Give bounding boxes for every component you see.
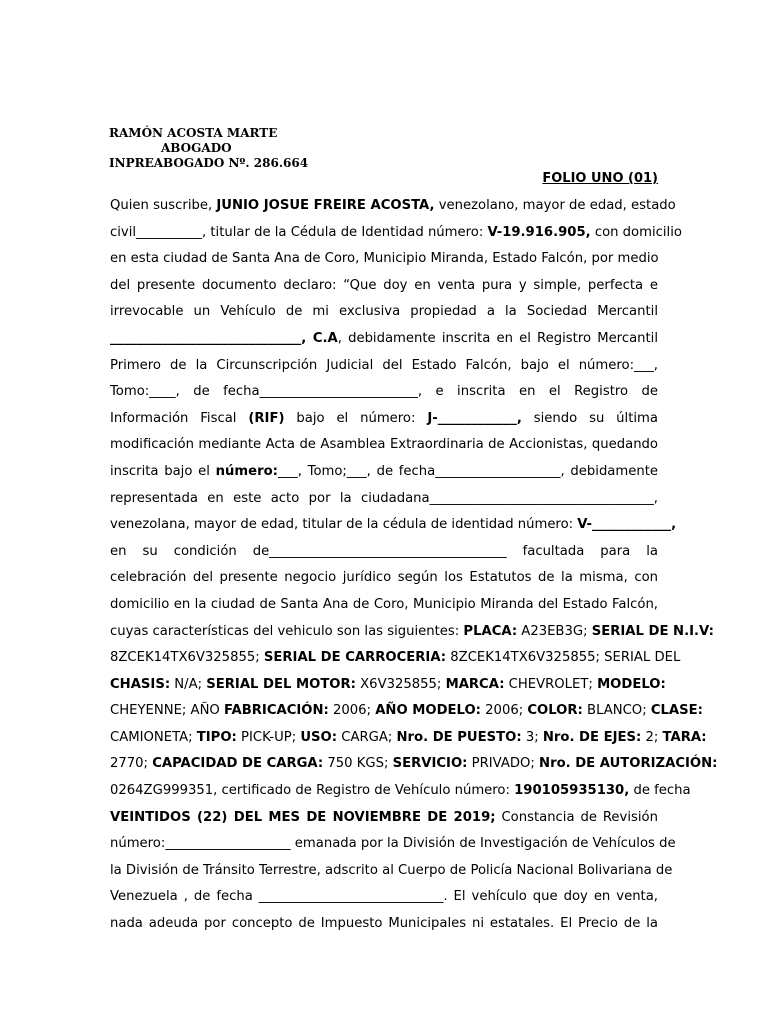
text-segment: modificación mediante Acta de Asamblea Extraordinaria de Accionistas, quedando [110, 437, 658, 453]
folio-number: FOLIO UNO (01) [542, 171, 658, 186]
text-segment: 8ZCEK14TX6V325855; [110, 650, 264, 666]
text-segment: la División de Tránsito Terrestre, adscrito al Cuerpo de Policía Nacional Bolivariana de [110, 862, 673, 878]
text-segment: CHEVROLET; [504, 676, 598, 692]
text-segment: de fecha [629, 783, 691, 799]
text-segment: inscrita bajo el [110, 463, 216, 479]
text-segment: representada en este acto por la ciudadana__________________________________, [110, 490, 658, 506]
body-line [110, 751, 718, 778]
lawyer-name: RAMÓN ACOSTA MARTE [109, 126, 278, 140]
text-segment: , debidamente inscrita en el Registro Mercantil [337, 330, 659, 346]
text-segment: PRIVADO; [467, 756, 540, 772]
text-segment: X6V325855; [355, 676, 446, 692]
bold-text-segment: C.A [312, 330, 338, 346]
letterhead [109, 126, 308, 171]
text-segment: 8ZCEK14TX6V325855; SERIAL DEL [446, 650, 681, 666]
body-line [110, 539, 658, 566]
text-segment: siendo su última [521, 410, 658, 426]
text-segment: CARGA; [337, 729, 397, 745]
body-line [110, 459, 658, 486]
text-segment: en esta ciudad de Santa Ana de Coro, Municipio Miranda, Estado Falcón, por medio [110, 251, 659, 267]
text-segment: Primero de la Circunscripción Judicial del Estado Falcón, bajo el número:___, [110, 357, 658, 373]
body-line [110, 672, 666, 699]
bold-text-segment: MODELO: [597, 676, 666, 692]
body-line [110, 246, 658, 273]
bold-text-segment: SERVICIO: [392, 756, 468, 772]
text-segment: bajo el número: [284, 410, 428, 426]
body-line [110, 884, 658, 911]
text-segment: CAMIONETA; [110, 729, 197, 745]
text-segment: del presente documento declaro: “Que doy en venta pura y simple, perfecta e [110, 277, 658, 293]
body-line [110, 565, 658, 592]
bold-text-segment: USO: [300, 729, 338, 745]
text-segment: 2; [641, 729, 663, 745]
text-segment: PICK-UP; [236, 729, 301, 745]
bold-text-segment: SERIAL DEL MOTOR: [206, 676, 356, 692]
body-line [110, 273, 658, 300]
body-line [110, 326, 658, 353]
body-line [110, 831, 676, 858]
text-segment: Venezuela , de fecha ____________________________. El vehículo que doy en venta, [110, 889, 658, 905]
text-segment: número:___________________ emanada por la División de Investigación de Vehículos de [110, 836, 676, 852]
bold-text-segment: TARA: [662, 729, 707, 745]
text-segment: Quien suscribe, [110, 198, 217, 213]
body-line [110, 858, 673, 885]
bold-text-segment: SERIAL DE N.I.V: [591, 623, 714, 639]
bold-text-segment: JUNIO JOSUE FREIRE ACOSTA, [216, 198, 435, 213]
body-line [110, 353, 658, 380]
text-segment: cuyas características del vehiculo son las siguientes: [110, 623, 464, 639]
body-line [110, 432, 658, 459]
body-line [110, 619, 714, 646]
body-line [110, 512, 677, 539]
text-segment: en su condición de____________________________________ facultada para la [110, 543, 658, 559]
body-line [110, 911, 658, 938]
bold-text-segment: J-____________, [427, 410, 522, 426]
body-line [110, 645, 681, 672]
text-segment: Tomo:____, de fecha________________________, e inscrita en el Registro de [110, 384, 658, 400]
text-segment: nada adeuda por concepto de Impuesto Municipales ni estatales. El Precio de la [110, 916, 658, 932]
bold-text-segment: 190105935130, [514, 783, 630, 799]
bold-text-segment: VEINTIDOS (22) DEL MES DE NOVIEMBRE DE 2019; [110, 809, 496, 825]
body-line [110, 778, 691, 805]
text-segment: venezolana, mayor de edad, titular de la cédula de identidad número: [110, 517, 578, 533]
body-line [110, 592, 658, 619]
text-segment: domicilio en la ciudad de Santa Ana de Coro, Municipio Miranda del Estado Falcón, [110, 596, 658, 612]
text-segment: 2006; [328, 703, 376, 719]
bold-text-segment: (RIF) [248, 410, 285, 426]
bold-text-segment: V-____________, [577, 517, 677, 533]
bold-text-segment: número: [215, 463, 278, 479]
body-line [110, 299, 658, 326]
body-line [110, 406, 658, 433]
bold-text-segment: _____________________________, [110, 330, 313, 346]
text-segment: irrevocable un Vehículo de mi exclusiva propiedad a la Sociedad Mercantil [110, 304, 658, 320]
body-line [110, 805, 658, 832]
lawyer-title: ABOGADO [161, 141, 232, 155]
body-line [110, 220, 682, 247]
bold-text-segment: Nro. DE PUESTO: [396, 729, 522, 745]
text-segment: Constancia de Revisión [495, 809, 658, 825]
text-segment: 2770; [110, 756, 153, 772]
body-line [110, 486, 658, 513]
document-body [110, 193, 718, 938]
text-segment: N/A; [170, 676, 207, 692]
body-line [110, 193, 676, 220]
bold-text-segment: TIPO: [196, 729, 237, 745]
text-segment: 0264ZG999351, certificado de Registro de Vehículo número: [110, 783, 515, 799]
text-segment: BLANCO; [582, 703, 651, 719]
bold-text-segment: PLACA: [463, 623, 518, 639]
text-segment: 2006; [480, 703, 528, 719]
bold-text-segment: Nro. DE EJES: [542, 729, 642, 745]
text-segment: 750 KGS; [323, 756, 393, 772]
lawyer-registration: INPREABOGADO Nº. 286.664 [109, 156, 309, 170]
text-segment: CHEYENNE; AÑO [110, 703, 224, 719]
bold-text-segment: CAPACIDAD DE CARGA: [152, 756, 324, 772]
bold-text-segment: AÑO MODELO: [375, 703, 481, 719]
body-line [110, 725, 707, 752]
text-segment: Información Fiscal [110, 410, 249, 426]
text-segment: 3; [521, 729, 543, 745]
body-line [110, 698, 703, 725]
bold-text-segment: COLOR: [527, 703, 583, 719]
body-line [110, 379, 658, 406]
bold-text-segment: SERIAL DE CARROCERIA: [263, 650, 447, 666]
text-segment: ___, Tomo;___, de fecha___________________, debidamente [277, 463, 658, 479]
bold-text-segment: FABRICACIÓN: [224, 703, 329, 719]
bold-text-segment: MARCA: [445, 676, 505, 692]
bold-text-segment: CHASIS: [110, 676, 171, 692]
text-segment: celebración del presente negocio jurídico según los Estatutos de la misma, con [110, 570, 658, 586]
bold-text-segment: Nro. DE AUTORIZACIÓN: [539, 756, 718, 772]
bold-text-segment: CLASE: [650, 703, 703, 719]
text-segment: A23EB3G; [517, 623, 592, 639]
text-segment: venezolano, mayor de edad, estado [434, 198, 676, 213]
text-segment: civil__________, titular de la Cédula de Identidad número: [110, 224, 488, 240]
bold-text-segment: V-19.916.905, [487, 224, 591, 240]
text-segment: con domicilio [590, 224, 682, 240]
